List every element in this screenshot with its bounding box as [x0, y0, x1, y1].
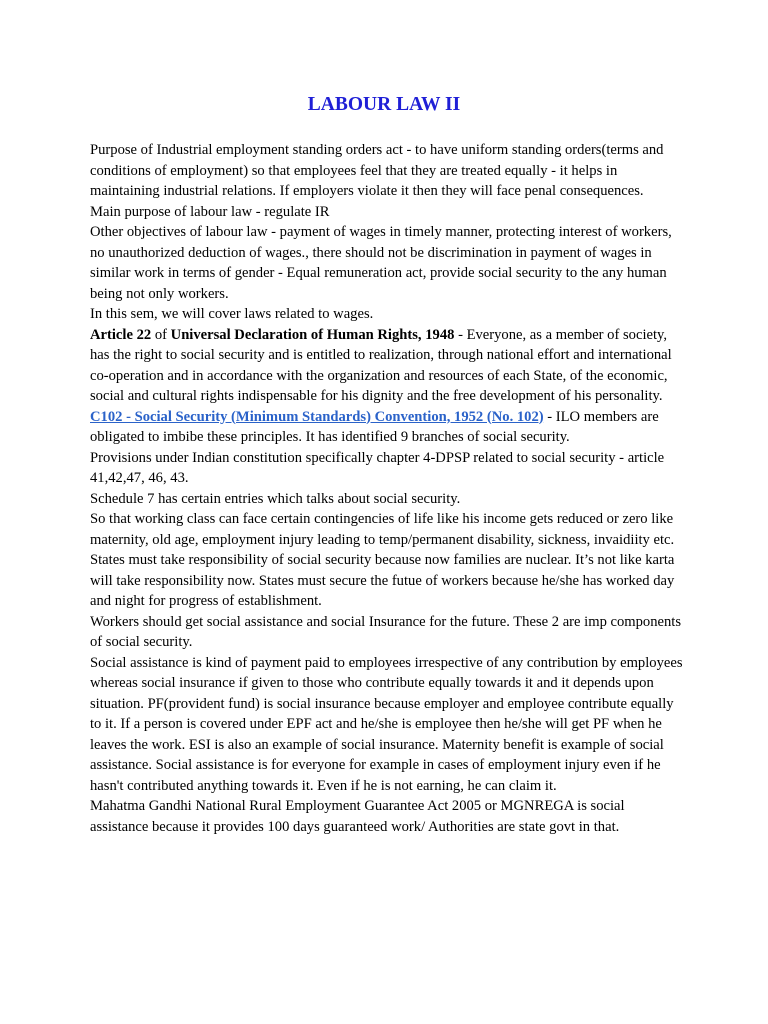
- connector-text: of: [151, 326, 171, 343]
- paragraph: Other objectives of labour law - payment of wages in timely manner, protecting interest of workers, no unauthorized deduction of wages., there should not be discrimination in payment of wages in similar work in terms of gender - Equal remuneration act, provide social security to the any human being not only workers.: [90, 224, 672, 302]
- paragraph: Schedule 7 has certain entries which talks about social security.: [90, 490, 461, 507]
- document-body: [90, 140, 684, 837]
- paragraph: Main purpose of labour law - regulate IR: [90, 203, 330, 220]
- paragraph: Social assistance is kind of payment paid to employees irrespective of any contribution by employees whereas social insurance if given to those who contribute equally towards it and it depends upon situation. PF(provident fund) is social insurance because employer and employee contribute equally to it. If a person is covered under EPF act and he/she is employee then he/she will get PF when he leaves the work. ESI is also an example of social insurance. Maternity benefit is example of social assistance. Social assistance is for everyone for example in cases of employment injury even if he hasn't contributed anything towards it. Even if he is not earning, he can claim it.: [90, 654, 683, 794]
- paragraph: In this sem, we will cover laws related to wages.: [90, 306, 374, 322]
- paragraph-c102: [90, 407, 684, 448]
- page-title: LABOUR LAW II: [307, 94, 461, 115]
- paragraph: So that working class can face certain contingencies of life like his income gets reduced or zero like maternity, old age, employment injury leading to temp/permanent disability, sickness, invaidiity etc.: [90, 511, 675, 548]
- article-text: - Everyone, as a member of society, has the right to social security and is entitled to realization, through national effort and international co-operation and in accordance with the organization and resources of each State, of the economic, social and cultural rights indispensable for his dignity and the free development of his personality.: [90, 326, 672, 404]
- paragraph: Mahatma Gandhi National Rural Employment Guarantee Act 2005 or MGNREGA is social assistance because it provides 100 days guaranteed work/ Authorities are state govt in that.: [90, 798, 625, 835]
- udhr-title: Universal Declaration of Human Rights, 1948: [170, 326, 455, 343]
- c102-text: - ILO members are obligated to imbibe these principles. It has identified 9 branches of social security.: [90, 408, 659, 445]
- paragraph: Workers should get social assistance and social Insurance for the future. These 2 are imp components of social security.: [90, 613, 682, 650]
- article-label: Article 22: [90, 326, 152, 343]
- paragraph: Provisions under Indian constitution specifically chapter 4-DPSP related to social security - article 41,42,47, 46, 43.: [90, 449, 665, 486]
- paragraph-article-22: [90, 325, 684, 407]
- paragraph: States must take responsibility of social security because now families are nuclear. It’s not like karta will take responsibility now. States must secure the futue of workers because he/she has worked day and night for progress of establishment.: [90, 552, 675, 609]
- c102-convention-link[interactable]: C102 - Social Security (Minimum Standards) Convention, 1952 (No. 102): [90, 408, 544, 425]
- paragraph: Purpose of Industrial employment standing orders act - to have uniform standing orders(terms and conditions of employment) so that employees feel that they are treated equally - it helps in maintaining industrial relations. If employers violate it then they will face penal consequences.: [90, 142, 664, 199]
